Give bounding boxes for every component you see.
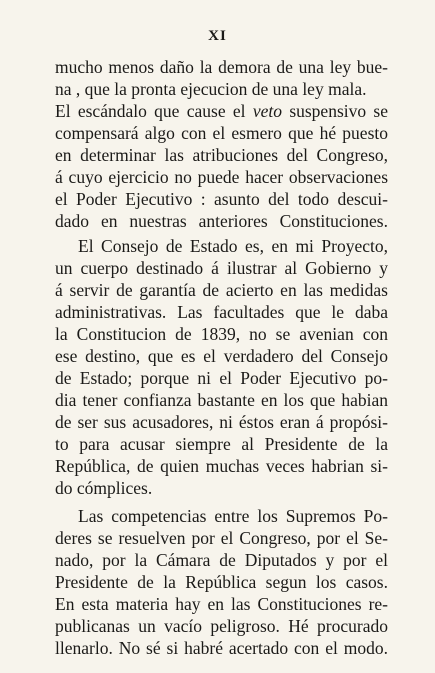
text-line: la Constitucion de 1839, no se avenian con <box>55 324 388 344</box>
text-line: á cuyo ejercicio no puede hacer observaciones <box>55 167 388 187</box>
text-line: mucho menos daño la demora de una ley bue- <box>55 57 388 77</box>
text-line: publicanas un vacío peligroso. Hé procurado <box>55 616 388 636</box>
text-line: ese destino, que es el verdadero del Consejo <box>55 346 388 366</box>
text-line: dia tener confianza bastante en los que habian <box>55 390 388 410</box>
text-line: Presidente de la República segun los casos. <box>55 572 388 592</box>
text-line: deres se resuelven por el Congreso, por el Se- <box>55 528 388 548</box>
text-line: llenarlo. No sé si habré acertado con el modo. <box>55 638 388 658</box>
text-line: el Poder Ejecutivo : asunto del todo descui- <box>55 189 388 209</box>
text-line: República, de quien muchas veces habrian si- <box>55 456 388 476</box>
text-line: Las competencias entre los Supremos Po- <box>78 506 388 526</box>
text-line <box>55 100 388 122</box>
text-line: de Estado; porque ni el Poder Ejecutivo po- <box>55 368 388 388</box>
page-number: XI <box>208 28 227 44</box>
text-run: El escándalo que cause el <box>55 101 246 121</box>
text-line: El Consejo de Estado es, en mi Proyecto, <box>78 236 388 256</box>
text-line: en determinar las atribuciones del Congreso, <box>55 145 388 165</box>
text-run: suspensivo se <box>289 101 389 121</box>
text-line: to para acusar siempre al Presidente de la <box>55 434 388 454</box>
text-line: dado en nuestras anteriores Constituciones. <box>55 211 388 231</box>
italic-term: veto <box>252 101 282 121</box>
text-line: un cuerpo destinado á ilustrar al Gobierno y <box>55 258 388 278</box>
text-line: nado, por la Cámara de Diputados y por el <box>55 550 388 570</box>
text-line: á servir de garantía de acierto en las medidas <box>55 280 388 300</box>
text-line: de ser sus acusadores, ni éstos eran á propósi- <box>55 412 388 432</box>
text-line: compensará algo con el esmero que hé puesto <box>55 123 388 143</box>
text-line: administrativas. Las facultades que le daba <box>55 302 388 322</box>
text-line: na , que la pronta ejecucion de una ley mala. <box>55 79 367 99</box>
text-line: do cómplices. <box>55 478 153 498</box>
text-line: En esta materia hay en las Constituciones re- <box>55 594 388 614</box>
